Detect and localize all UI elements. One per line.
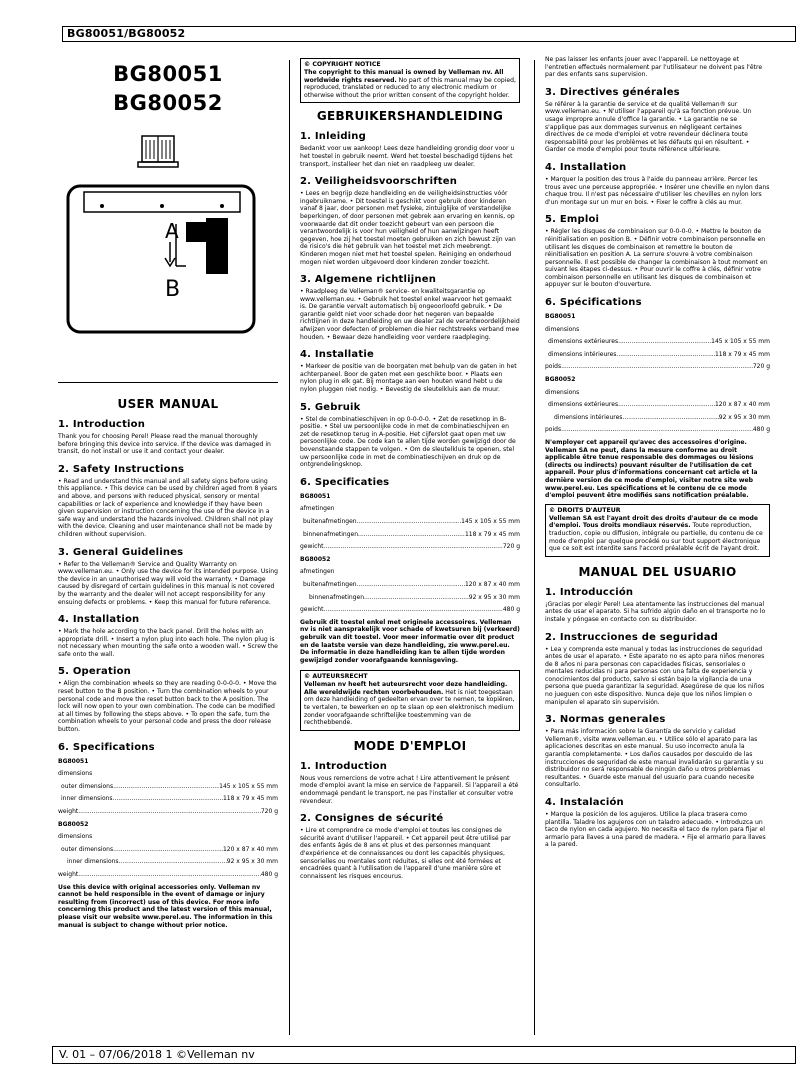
column-2 bbox=[300, 60, 520, 880]
svg-text:A: A bbox=[165, 219, 179, 243]
spec-label: dimensions bbox=[545, 325, 580, 333]
svg-text:B: B bbox=[165, 277, 181, 302]
spec-label: dimensions bbox=[58, 770, 93, 778]
nl-safety-heading: 2. Veiligheidsvoorschriften bbox=[300, 176, 458, 188]
spec-row: binnenafmetingen ..... 92 x 95 x 30 mm bbox=[300, 592, 520, 605]
spec-model: BG80052 bbox=[545, 376, 576, 384]
nl-copyright-title: © AUTEURSRECHT bbox=[304, 673, 368, 681]
nl-copyright-bold: Velleman nv heeft het auteursrecht voor deze handleiding. Alle wereldwijde rechten voorbehouden. bbox=[304, 681, 508, 696]
column-divider bbox=[534, 60, 535, 1035]
copyright-bold: The copyright to this manual is owned by Velleman nv. All worldwide rights reserved. bbox=[304, 69, 504, 84]
footer-bar bbox=[52, 1046, 796, 1064]
copyright-notice-box bbox=[300, 58, 520, 103]
section-title-en: USER MANUAL bbox=[117, 397, 219, 411]
fr-copyright-bold: Velleman SA est l'ayant droit des droits d'auteur de ce mode d'emploi. Tous droits mondiaux réservés. bbox=[549, 514, 759, 530]
fr-spec-table bbox=[545, 311, 770, 437]
nl-operation-text: • Stel de combinatieschijven in op 0-0-0-0. • Zet de resetknop in B-positie. • Stel uw persoonlijke code in met de combinatieschijven en zet de resetknop terug in A-positie. Het cijferslot gaat open met uw persoonlijke code. De code kan te allen tijde worden gewijzigd door de bovenstaande stappen te volgen. • Om de sleutelkluis te openen, stel uw persoonlijke code in met de combinatieschijven en druk op de ontgrendelingsknop. bbox=[300, 415, 516, 469]
spec-row: dimensions intérieures ..... 92 x 95 x 30 mm bbox=[545, 412, 770, 425]
nl-installation-heading: 4. Installatie bbox=[300, 349, 374, 361]
fr-guidelines-heading: 3. Directives générales bbox=[545, 86, 680, 98]
en-intro-text: Thank you for choosing Perel! Please read the manual thoroughly before bringing this device into service. If the device was damaged in transit, do not install or use it and contact your dealer. bbox=[58, 433, 271, 456]
spec-row: buitenafmetingen ..... 145 x 105 x 55 mm bbox=[300, 516, 520, 529]
column-3 bbox=[545, 56, 770, 849]
nl-guidelines-heading: 3. Algemene richtlijnen bbox=[300, 274, 437, 286]
nl-copyright-box bbox=[300, 670, 520, 731]
copyright-title: © COPYRIGHT NOTICE bbox=[304, 61, 381, 68]
fr-copyright-text: Toute reproduction, traduction, copie ou diffusion, intégrale ou partielle, du contenu de ce mode d'emploi par quelque procédé ou sur tout support électronique que ce soit est interdite sans l'accord préalable écrit de l'ayant droit. bbox=[549, 522, 763, 553]
fr-safety-heading: 2. Consignes de sécurité bbox=[300, 813, 444, 825]
divider bbox=[58, 382, 278, 383]
fr-intro-text: Nous vous remercions de votre achat ! Lire attentivement le présent mode d'emploi avant la mise en service de l'appareil. Si l'appareil a été endommagé pendant le transport, ne pas l'installer et consulter votre revendeur. bbox=[300, 774, 519, 805]
en-operation-text: • Align the combination wheels so they are reading 0-0-0-0. • Move the reset button to the B position. • Turn the combination wheels to your personal code and move the reset button back to the A position. The lock will now open to your own combination. The code can be modified at all times by following the steps above. • To open the safe, turn the combination wheels to your personal code and press the door release button. bbox=[58, 680, 277, 734]
fr-guidelines-text: Se référer à la garantie de service et de qualité Velleman® sur www.velleman.eu. • N'utiliser l'appareil qu'à sa fonction prévue. Un usage impropre annule d'office la garantie. • La garantie ne se s'applique pas aux dommages survenus en négligeant certaines directives de ce mode d'emploi et votre revendeur déclinera toute responsabilité pour les problèmes et les défauts qui en résultent. • Garder ce mode d'emploi pour toute référence ultérieure. bbox=[545, 100, 752, 154]
en-note: Use this device with original accessories only. Velleman nv cannot be held responsible in the event of damage or injury resulting from (incorrect) use of this device. For more info concerning this product and the latest version of this manual, please visit our website www.perel.eu. The information in this manual is subject to change without prior notice. bbox=[58, 883, 273, 929]
spec-row: weight ..... 720 g bbox=[58, 806, 278, 819]
spec-model: BG80052 bbox=[300, 555, 331, 563]
copyright-text: No part of this manual may be copied, reproduced, translated or reduced to any electronic medium or otherwise without the prior written consent of the copyright holder. bbox=[304, 76, 516, 99]
spec-row: binnenafmetingen ..... 118 x 79 x 45 mm bbox=[300, 529, 520, 542]
footer-text: V. 01 – 07/06/2018 1 ©Velleman nv bbox=[59, 1048, 255, 1061]
fr-copyright-box bbox=[545, 504, 770, 557]
spec-row: outer dimensions ..... 145 x 105 x 55 mm bbox=[58, 781, 278, 794]
spec-row: weight ..... 480 g bbox=[58, 869, 278, 882]
en-intro-heading: 1. Introduction bbox=[58, 419, 146, 430]
es-safety-heading: 2. Instrucciones de seguridad bbox=[545, 631, 719, 643]
en-operation-heading: 5. Operation bbox=[58, 666, 131, 678]
spec-row: outer dimensions ..... 120 x 87 x 40 mm bbox=[58, 844, 278, 857]
fr-intro-heading: 1. Introduction bbox=[300, 760, 388, 772]
spec-row: inner dimensions ..... 92 x 95 x 30 mm bbox=[58, 856, 278, 869]
safe-mounting-icon bbox=[62, 184, 262, 334]
en-spec-heading: 6. Specifications bbox=[58, 741, 155, 753]
fr-operation-text: • Régler les disques de combinaison sur 0-0-0-0. • Mettre le bouton de réinitialisation en position B. • Définir votre combinaison personnelle en utilisant les disques de combinaison et remettre le bouton de réinitialisation en position A. La serrure s'ouvre à votre combinaison personnelle. Il est possible de changer la combinaison à tout moment en suivant les étapes ci-dessus. • Pour ouvrir le coffre à clés, définir votre combinaison personnelle en utilisant les disques de combinaison et appuyer sur le bouton d'ouverture. bbox=[545, 228, 768, 289]
en-installation-text: • Mark the hole according to the back panel. Drill the holes with an appropriate drill. • Insert a nylon plug into each hole. The nylon plug is not necessary when mounting the safe onto a wooden wall. • Screw the safe onto the wall. bbox=[58, 628, 278, 658]
header-bar bbox=[62, 26, 796, 42]
en-safety-heading: 2. Safety Instructions bbox=[58, 463, 185, 475]
en-guidelines-text: • Refer to the Velleman® Service and Quality Warranty on www.velleman.eu. • Only use the device for its intended purpose. Using the device in an unauthorised way will void the warranty. • Damage caused by disregard of certain guidelines in this manual is not covered by the warranty and the dealer will not accept responsibility for any ensuing defects or problems. • Keep this manual for future reference. bbox=[58, 560, 278, 606]
es-guidelines-heading: 3. Normas generales bbox=[545, 714, 666, 726]
nl-intro-text: Bedankt voor uw aankoop! Lees deze handleiding grondig door voor u het toestel in gebruik neemt. Werd het toestel beschadigd tijdens het transport, installeer het dan niet en raadpleeg uw dealer. bbox=[300, 145, 515, 168]
book-icon bbox=[136, 134, 180, 170]
nl-operation-heading: 5. Gebruik bbox=[300, 401, 361, 413]
model-title-1: BG80051 bbox=[113, 62, 223, 86]
nl-spec-heading: 6. Specificaties bbox=[300, 476, 390, 488]
es-intro-text: ¡Gracias por elegir Perel! Lea atentamente las instrucciones del manual antes de usar el aparato. Si ha sufrido algún daño en el transporte no lo instale y póngase en contacto con su distribuidor. bbox=[545, 600, 766, 623]
cover-illustrations bbox=[58, 118, 278, 348]
section-title-es: MANUAL DEL USUARIO bbox=[578, 564, 737, 579]
nl-copyright-text: Het is niet toegestaan om deze handleiding of gedeelten ervan over te nemen, te kopiëren, te vertalen, te bewerken en op te slaan op een elektronisch medium zonder voorafgaande schriftelijke toestemming van de rechthebbende. bbox=[304, 688, 515, 727]
spec-label: afmetingen bbox=[300, 505, 335, 513]
spec-row: dimensions extérieures ..... 120 x 87 x 40 mm bbox=[545, 399, 770, 412]
fr-copyright-title: © DROITS D'AUTEUR bbox=[549, 506, 621, 514]
spec-row: gewicht ..... 720 g bbox=[300, 541, 520, 554]
spec-row: poids ..... 480 g bbox=[545, 424, 770, 437]
fr-operation-heading: 5. Emploi bbox=[545, 214, 600, 226]
column-divider bbox=[289, 60, 290, 1035]
nl-spec-table bbox=[300, 491, 520, 617]
es-safety-text: • Lea y comprenda este manual y todas las instrucciones de seguridad antes de usar el aparato. • Este aparato no es apto para niños menores de 8 años ni para personas con capacidades físicas, sensoriales o mentales reducidas ni para personas con una falta de experiencia y conocimientos del producto, salvo si están bajo la vigilancia de una persona que pueda garantizar la seguridad. Asegúrese de que los niños no jueguen con este dispositivo. Nunca deje que los niños limpien o manipulen el aparato sin supervisión. bbox=[545, 645, 765, 706]
fr-installation-text: • Marquer la position des trous à l'aide du panneau arrière. Percer les trous avec une perceuse appropriée. • Insérer une cheville en nylon dans chaque trou. Il n'est pas nécessaire d'utiliser les chevilles en nylon lors d'un montage sur un mur en bois. • Fixer le coffre à clés au mur. bbox=[545, 175, 770, 206]
spec-row: inner dimensions ..... 118 x 79 x 45 mm bbox=[58, 793, 278, 806]
nl-guidelines-text: • Raadpleeg de Velleman® service- en kwaliteitsgarantie op www.velleman.eu. • Gebruik het toestel enkel waarvoor het gemaakt is. De garantie vervalt automatisch bij ongeoorloofd gebruik. • De garantie geldt niet voor schade door het negeren van bepaalde richtlijnen in deze handleiding en uw dealer zal de verantwoordelijkheid afwijzen voor defecten of problemen die hier rechtstreeks verband mee houden. • Bewaar deze handleiding voor verdere raadpleging. bbox=[300, 288, 520, 341]
fr-spec-heading: 6. Spécifications bbox=[545, 297, 642, 309]
nl-note: Gebruik dit toestel enkel met originele accessoires. Velleman nv is niet aansprakelijk voor schade of kwetsuren bij (verkeerd) gebruik van dit toestel. Voor meer informatie over dit product en de laatste versie van deze handleiding, zie www.perel.eu. De informatie in deze handleiding kan te allen tijde worden gewijzigd zonder voorafgaande kennisgeving. bbox=[300, 618, 520, 664]
spec-row: buitenafmetingen ..... 120 x 87 x 40 mm bbox=[300, 579, 520, 592]
spec-row: gewicht ..... 480 g bbox=[300, 604, 520, 617]
spec-model: BG80051 bbox=[545, 313, 576, 321]
es-intro-heading: 1. Introducción bbox=[545, 586, 634, 598]
spec-model: BG80052 bbox=[58, 820, 89, 828]
fr-installation-heading: 4. Installation bbox=[545, 161, 627, 173]
es-installation-heading: 4. Instalación bbox=[545, 797, 624, 808]
spec-label: afmetingen bbox=[300, 568, 335, 576]
fr-safety-text: • Lire et comprendre ce mode d'emploi et toutes les consignes de sécurité avant d'utiliser l'appareil. • Cet appareil peut être utilisé par des enfants âgés de 8 ans et plus et des personnes manquant d'expérience et de connaissances ou dont les capacités physiques, sensorielles ou mentales sont réduites, si elles ont été formées et encadrées quant à l'utilisation de l'appareil d'une manière sûre et connaissent les risques encourus. bbox=[300, 827, 511, 880]
header-model: BG80051/BG80052 bbox=[67, 27, 186, 40]
nl-installation-text: • Markeer de positie van de boorgaten met behulp van de gaten in het achterpaneel. Boor de gaten met een geschikte boor. • Plaats een nylon plug in elk gat. Bij montage aan een houten wand hebt u de nylon pluggen niet nodig. • Bevestig de sleutelkluis aan de muur. bbox=[300, 363, 517, 394]
nl-safety-text: • Lees en begrijp deze handleiding en de veiligheidsinstructies vóór ingebruikname. • Dit toestel is geschikt voor gebruik door kinderen vanaf 8 jaar, door personen met fysieke, zintuiglijke of verstandelijke beperkingen, of door personen met gebrek aan ervaring en kennis, op voorwaarde dat dit onder toezicht gebeurt van een persoon die verantwoordelijk is voor hun veiligheid of hun aanwijzingen heeft gegeven, hoe zij het toestel moeten gebruiken en zich bewust zijn van de risico's die het gebruik van het toestel met zich meebrengt. Kinderen mogen niet met het toestel spelen. Reiniging en onderhoud mogen niet worden uitgevoerd door kinderen zonder toezicht. bbox=[300, 190, 516, 266]
en-installation-heading: 4. Installation bbox=[58, 614, 140, 626]
en-safety-text: • Read and understand this manual and all safety signs before using this appliance. • This device can be used by children aged from 8 years and above, and persons with reduced physical, sensory or mental capabilities or lack of experience and knowledge if they have been given supervision or instruction concerning the use of the device in a safe way and understand the hazards involved. Children shall not play with the device. Cleaning and user maintenance shall not be made by children without supervision. bbox=[58, 477, 278, 538]
spec-model: BG80051 bbox=[58, 757, 89, 765]
fr-safety-text-cont: Ne pas laisser les enfants jouer avec l'appareil. Le nettoyage et l'entretien effectués normalement par l'utilisateur ne doivent pas l'être par des enfants sans supervision. bbox=[545, 56, 763, 79]
spec-row: poids ..... 720 g bbox=[545, 361, 770, 374]
fr-note: N'employer cet appareil qu'avec des accessoires d'origine. Velleman SA ne peut, dans la mesure conforme au droit applicable être tenue responsable des dommages ou lésions (directs ou indirects) pouvant résulter de l'utilisation de cet appareil. Pour plus d'informations concernant cet article et la dernière version de ce mode d'emploi, visiter notre site web www.perel.eu. Les spécifications et le contenu de ce mode d'emploi peuvent être modifiés sans notification préalable. bbox=[545, 439, 758, 500]
en-spec-table bbox=[58, 756, 278, 882]
model-title-2: BG80052 bbox=[113, 91, 223, 115]
es-installation-text: • Marque la posición de los agujeros. Utilice la placa trasera como plantilla. Taladre los agujeros con un taladro adecuado. • Introduzca un taco de nylon en cada agujero. No necesita el taco de nylon para fijar el armario para llaves a una pared de madera. • Fije el armario para llaves a la pared. bbox=[545, 811, 766, 849]
spec-model: BG80051 bbox=[300, 492, 331, 500]
column-1 bbox=[58, 60, 278, 929]
section-title-fr: MODE D'EMPLOI bbox=[353, 738, 467, 753]
spec-row: dimensions intérieures ..... 118 x 79 x 45 mm bbox=[545, 349, 770, 362]
spec-row: dimensions extérieures ..... 145 x 105 x 55 mm bbox=[545, 336, 770, 349]
es-guidelines-text: • Para más información sobre la Garantía de servicio y calidad Velleman®, visite www.velleman.eu. • Utilice sólo el aparato para las aplicaciones descritas en este manual. Su uso incorrecto anula la garantía completamente. • Los daños causados por descuido de las instrucciones de seguridad de este manual invalidarán su garantía y su distribuidor no será responsable de ningún daño u otros problemas resultantes. • Guarde este manual del usuario para cuando necesite consultarlo. bbox=[545, 728, 764, 789]
nl-intro-heading: 1. Inleiding bbox=[300, 131, 366, 143]
spec-label: dimensions bbox=[545, 388, 580, 396]
en-guidelines-heading: 3. General Guidelines bbox=[58, 546, 184, 558]
spec-label: dimensions bbox=[58, 833, 93, 841]
section-title-nl: GEBRUIKERSHANDLEIDING bbox=[316, 109, 504, 124]
